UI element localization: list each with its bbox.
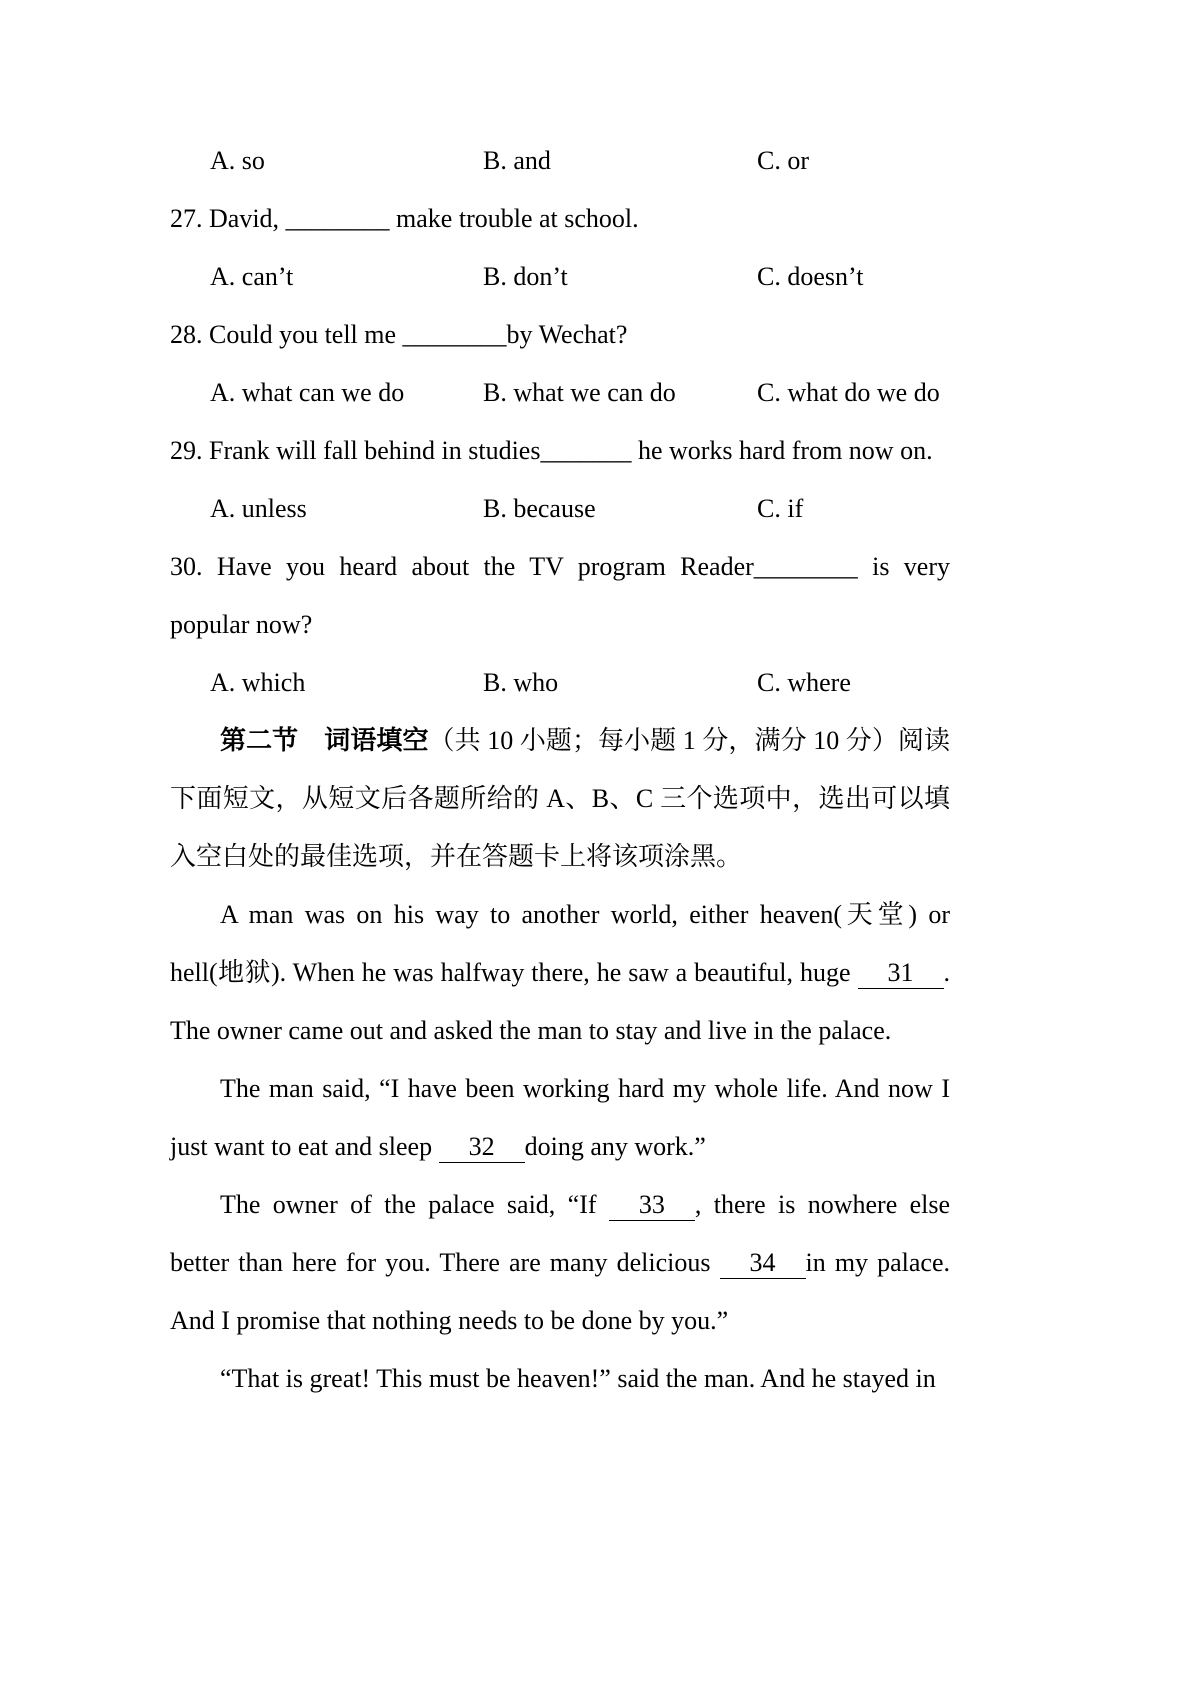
passage-text: . The owner came out and asked the man to stay and live in the palace. — [170, 958, 950, 1045]
passage-paragraph-4 — [170, 1350, 950, 1408]
question-29-option-c: C. if — [757, 494, 804, 523]
question-30-option-b: B. who — [483, 668, 559, 697]
question-28-stem: 28. Could you tell me ________by Wechat? — [170, 320, 628, 349]
question-26-options-row — [170, 132, 950, 190]
question-29-stem: 29. Frank will fall behind in studies_______ he works hard from now on. — [170, 436, 933, 465]
question-27-option-c: C. doesn’t — [757, 262, 864, 291]
section-2-heading — [170, 712, 950, 886]
passage-text: “That is great! This must be heaven!” said the man. And he stayed in — [220, 1364, 936, 1393]
question-27-option-b: B. don’t — [483, 262, 568, 291]
question-29-option-a: A. unless — [210, 494, 307, 523]
blank-34: 34 — [720, 1248, 806, 1279]
question-30-option-a: A. which — [210, 668, 306, 697]
blank-32: 32 — [439, 1132, 525, 1163]
question-27-stem: 27. David, ________ make trouble at school. — [170, 204, 639, 233]
question-26-option-c: C. or — [757, 146, 809, 175]
question-29-options-row — [170, 480, 950, 538]
passage-paragraph-2 — [170, 1060, 950, 1176]
question-29-option-b: B. because — [483, 494, 596, 523]
question-26-option-b: B. and — [483, 146, 551, 175]
section-2-title: 第二节 词语填空 — [220, 726, 429, 755]
passage-text: in my palace. And I promise that nothing needs to be done by you.” — [170, 1248, 950, 1335]
passage-text: The owner of the palace said, “If — [220, 1190, 597, 1219]
passage-paragraph-1 — [170, 886, 950, 1060]
question-26-option-a: A. so — [210, 146, 265, 175]
question-28-option-c: C. what do we do — [757, 378, 940, 407]
question-28-option-b: B. what we can do — [483, 378, 676, 407]
passage-text: The man said, “I have been working hard my whole life. And now I just want to eat and sleep — [170, 1074, 950, 1161]
question-30-option-c: C. where — [757, 668, 851, 697]
blank-33: 33 — [609, 1190, 695, 1221]
passage-paragraph-3 — [170, 1176, 950, 1350]
question-30-options-row — [170, 654, 950, 712]
passage-text: doing any work.” — [524, 1132, 706, 1161]
question-28-option-a: A. what can we do — [210, 378, 405, 407]
passage-text: , there is nowhere else better than here for you. There are many delicious — [170, 1190, 950, 1277]
section-2-instructions: （共 10 小题；每小题 1 分，满分 10 分）阅读下面短文，从短文后各题所给的 A、B、C 三个选项中，选出可以填入空白处的最佳选项，并在答题卡上将该项涂黑。 — [170, 726, 950, 871]
question-28-options-row — [170, 364, 950, 422]
question-27-option-a: A. can’t — [210, 262, 294, 291]
blank-31: 31 — [858, 958, 944, 989]
question-30-stem: 30. Have you heard about the TV program Reader________ is very popular now? — [170, 552, 950, 639]
question-27-options-row — [170, 248, 950, 306]
passage-text: A man was on his way to another world, either heaven(天堂) or hell(地狱). When he was halfway there, he saw a beautiful, huge — [170, 900, 950, 987]
